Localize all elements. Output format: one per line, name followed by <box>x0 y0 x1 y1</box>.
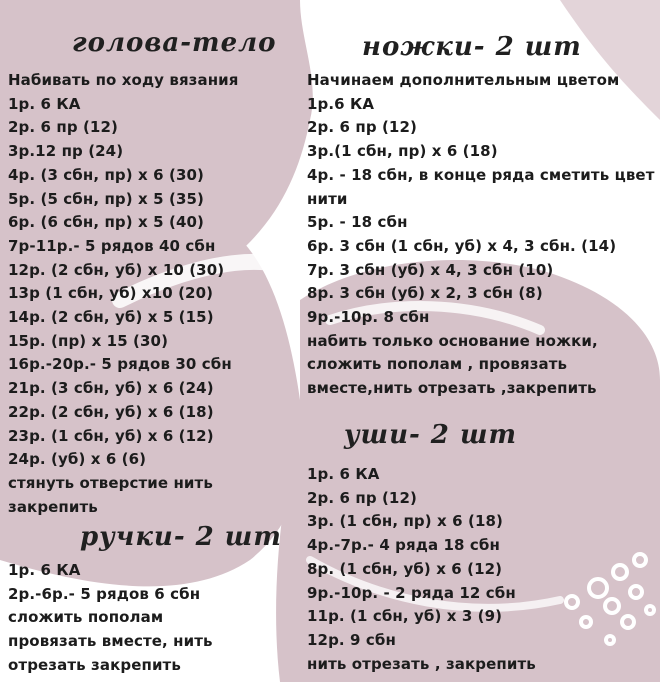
text-line: 1р. 6 КА <box>307 465 380 483</box>
heading-ears: уши- 2 шт <box>344 420 517 450</box>
section-legs <box>307 69 655 401</box>
text-line: 7р. 3 сбн (уб) х 4, 3 сбн (10) <box>307 260 554 279</box>
text-line: 1р. 6 КА <box>8 94 81 113</box>
section-head-body <box>8 69 239 519</box>
text-line: отрезать закрепить <box>8 655 181 674</box>
text-line: 12р. (2 сбн, уб) х 10 (30) <box>8 260 225 279</box>
text-line: 12р. 9 сбн <box>307 630 396 649</box>
text-line: сложить пополам <box>8 608 164 627</box>
text-line: 2р.-6р.- 5 рядов 6 сбн <box>8 584 201 603</box>
text-line: 1р.6 КА <box>307 94 375 113</box>
text-line: Начинаем дополнительным цветом <box>307 71 620 89</box>
text-line: 15р. (пр) х 15 (30) <box>8 331 169 350</box>
text-line: 9р.-10р. 8 сбн <box>307 308 430 327</box>
text-line: 2р. 6 пр (12) <box>307 118 417 137</box>
text-line: 3р.12 пр (24) <box>8 142 124 161</box>
text-line: набить только основание ножки, <box>307 331 598 350</box>
text-line: 14р. (2 сбн, уб) х 5 (15) <box>8 308 214 327</box>
text-line: 3р.(1 сбн, пр) х 6 (18) <box>307 142 498 161</box>
text-line: 3р. (1 сбн, пр) х 6 (18) <box>307 512 503 531</box>
text-line: 4р.-7р.- 4 ряда 18 сбн <box>307 536 500 555</box>
text-line: 8р. 3 сбн (уб) х 2, 3 сбн (8) <box>307 284 543 303</box>
text-line: 4р. (3 сбн, пр) х 6 (30) <box>8 165 204 184</box>
text-line: 5р. (5 сбн, пр) х 5 (35) <box>8 189 204 208</box>
text-line: 6р. (6 сбн, пр) х 5 (40) <box>8 213 204 232</box>
text-line: 8р. (1 сбн, уб) х 6 (12) <box>307 559 503 578</box>
text-line: 4р. - 18 сбн, в конце ряда сметить цвет <box>307 165 655 184</box>
text-line: вместе,нить отрезать ,закрепить <box>307 379 597 398</box>
text-line: 13р (1 сбн, уб) х10 (20) <box>8 284 214 303</box>
text-line: 23р. (1 сбн, уб) х 6 (12) <box>8 426 214 445</box>
section-ears <box>307 463 536 676</box>
text-line: стянуть отверстие нить <box>8 473 213 492</box>
heading-arms: ручки- 2 шт <box>80 522 282 552</box>
text-line: 21р. (3 сбн, уб) х 6 (24) <box>8 379 214 398</box>
text-line: 2р. 6 пр (12) <box>8 118 118 137</box>
text-line: 9р.-10р. - 2 ряда 12 сбн <box>307 583 516 602</box>
heading-legs: ножки- 2 шт <box>362 32 582 62</box>
text-line: 16р.-20р.- 5 рядов 30 сбн <box>8 355 232 374</box>
heading-head-body: голова-тело <box>72 28 277 58</box>
text-line: закрепить <box>8 497 98 516</box>
text-line: 1р. 6 КА <box>8 561 81 579</box>
text-line: нить отрезать , закрепить <box>307 654 536 673</box>
text-line: сложить пополам , провязать <box>307 355 568 374</box>
text-line: 5р. - 18 сбн <box>307 213 408 232</box>
text-line: нити <box>307 189 348 208</box>
section-arms <box>8 559 213 678</box>
text-line: 6р. 3 сбн (1 сбн, уб) х 4, 3 сбн. (14) <box>307 236 617 255</box>
text-line: 24р. (уб) х 6 (6) <box>8 450 147 469</box>
text-line: провязать вместе, нить <box>8 632 213 651</box>
text-line: 22р. (2 сбн, уб) х 6 (18) <box>8 402 214 421</box>
text-line: Набивать по ходу вязания <box>8 71 239 89</box>
text-line: 7р-11р.- 5 рядов 40 сбн <box>8 236 216 255</box>
text-line: 11р. (1 сбн, уб) х 3 (9) <box>307 607 503 626</box>
text-line: 2р. 6 пр (12) <box>307 488 417 507</box>
